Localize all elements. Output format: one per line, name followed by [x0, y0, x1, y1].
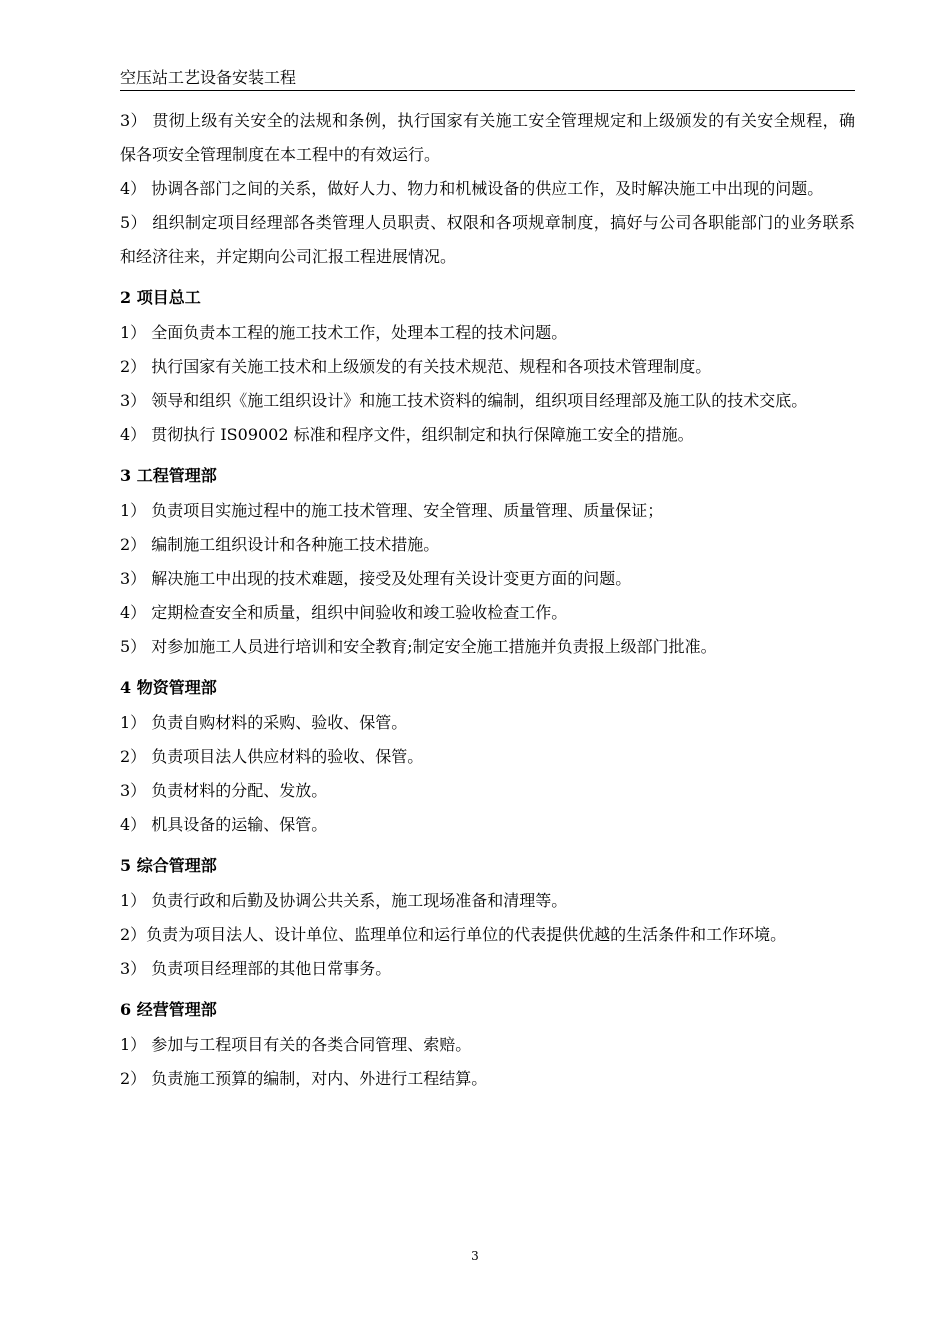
paragraph: 2） 编制施工组织设计和各种施工技术措施。: [120, 535, 440, 554]
section-heading: 3 工程管理部: [120, 466, 217, 485]
paragraph: 3） 负责项目经理部的其他日常事务。: [120, 959, 392, 978]
paragraph: 1） 负责自购材料的采购、验收、保管。: [120, 713, 408, 732]
page-number: 3: [471, 1249, 479, 1263]
paragraph: 4） 定期检查安全和质量，组织中间验收和竣工验收检查工作。: [120, 603, 568, 622]
paragraph: 3） 贯彻上级有关安全的法规和条例，执行国家有关施工安全管理规定和上级颁发的有关安全规程，确保各项安全管理制度在本工程中的有效运行。: [120, 111, 855, 164]
paragraph: 2） 负责项目法人供应材料的验收、保管。: [120, 747, 424, 766]
paragraph: 1） 参加与工程项目有关的各类合同管理、索赔。: [120, 1035, 472, 1054]
paragraph: 1） 负责项目实施过程中的施工技术管理、安全管理、质量管理、质量保证；: [120, 501, 664, 520]
paragraph: 2） 执行国家有关施工技术和上级颁发的有关技术规范、规程和各项技术管理制度。: [120, 357, 712, 376]
header-title: 空压站工艺设备安装工程: [120, 68, 297, 87]
paragraph: 2）负责为项目法人、设计单位、监理单位和运行单位的代表提供优越的生活条件和工作环境。: [120, 925, 787, 944]
page-header: [120, 64, 855, 91]
paragraph: 5） 组织制定项目经理部各类管理人员职责、权限和各项规章制度，搞好与公司各职能部门的业务联系和经济往来，并定期向公司汇报工程进展情况。: [120, 213, 855, 266]
section-heading: 5 综合管理部: [120, 856, 217, 875]
paragraph: 4） 机具设备的运输、保管。: [120, 815, 328, 834]
paragraph: 2） 负责施工预算的编制，对内、外进行工程结算。: [120, 1069, 488, 1088]
section-heading: 4 物资管理部: [120, 678, 217, 697]
paragraph: 4） 贯彻执行 IS09002 标准和程序文件，组织制定和执行保障施工安全的措施。: [120, 425, 694, 444]
paragraph: 3） 领导和组织《施工组织设计》和施工技术资料的编制，组织项目经理部及施工队的技术交底。: [120, 391, 808, 410]
document-body: [120, 104, 855, 1096]
paragraph: 5） 对参加施工人员进行培训和安全教育;制定安全施工措施并负责报上级部门批准。: [120, 637, 717, 656]
paragraph: 1） 负责行政和后勤及协调公共关系，施工现场准备和清理等。: [120, 891, 568, 910]
paragraph: 3） 负责材料的分配、发放。: [120, 781, 328, 800]
paragraph: 1） 全面负责本工程的施工技术工作，处理本工程的技术问题。: [120, 323, 568, 342]
paragraph: 4） 协调各部门之间的关系，做好人力、物力和机械设备的供应工作，及时解决施工中出现的问题。: [120, 179, 824, 198]
section-heading: 2 项目总工: [120, 288, 201, 307]
paragraph: 3） 解决施工中出现的技术难题，接受及处理有关设计变更方面的问题。: [120, 569, 632, 588]
section-heading: 6 经营管理部: [120, 1000, 217, 1019]
